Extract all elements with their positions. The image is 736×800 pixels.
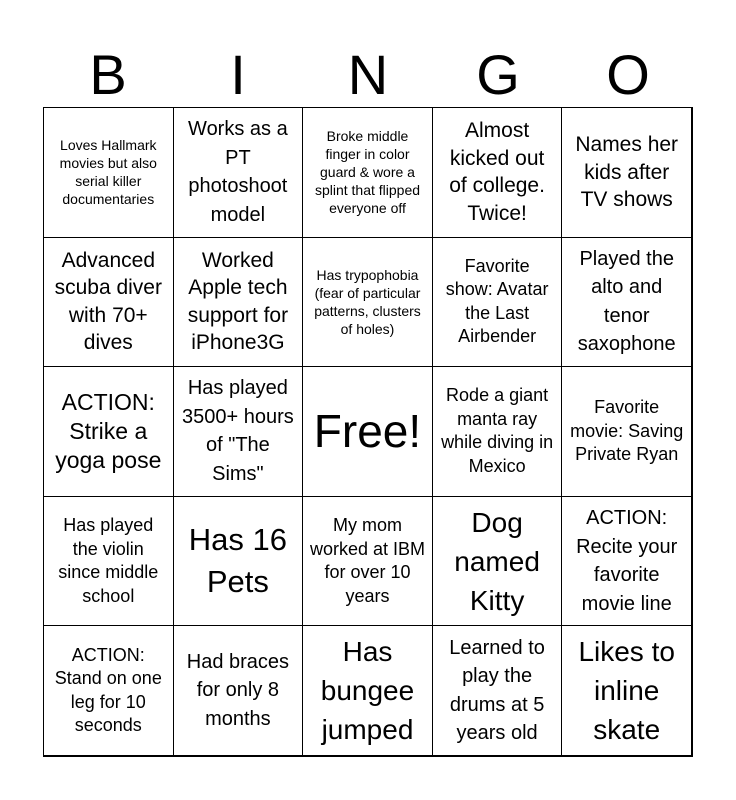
cell-text: Worked Apple tech support for iPhone3G — [187, 248, 289, 355]
bingo-cell[interactable] — [173, 496, 304, 627]
cell-text: ACTION: Strike a yoga pose — [55, 388, 162, 473]
cell-text: Favorite show: Avatar the Last Airbender — [445, 255, 549, 347]
cell-text: Likes to inline skate — [578, 636, 675, 746]
header-letter-n: N — [347, 43, 389, 106]
bingo-cell[interactable] — [43, 625, 174, 756]
bingo-cell[interactable] — [432, 496, 563, 627]
cell-text: Has played 3500+ hours of "The Sims" — [182, 377, 294, 485]
cell-text: Played the alto and tenor saxophone — [577, 247, 676, 356]
header-letter-g: G — [476, 43, 520, 106]
bingo-cell[interactable] — [561, 366, 692, 497]
cell-text: Names her kids after TV shows — [575, 133, 679, 212]
cell-text: Learned to play the drums at 5 years old — [449, 636, 545, 745]
bingo-cell[interactable] — [432, 237, 563, 368]
cell-text: ACTION: Stand on one leg for 10 seconds — [54, 644, 162, 736]
cell-text: Has 16 Pets — [188, 522, 287, 600]
bingo-cell[interactable] — [302, 107, 433, 238]
free-space[interactable] — [302, 366, 433, 497]
bingo-cell[interactable] — [43, 366, 174, 497]
cell-text: Broke middle finger in color guard & wore a splint that flipped everyone off — [314, 128, 421, 217]
free-space-label: Free! — [313, 405, 422, 458]
bingo-cell[interactable] — [432, 366, 563, 497]
bingo-cell[interactable] — [43, 237, 174, 368]
cell-text: ACTION: Recite your favorite movie line — [576, 507, 678, 615]
bingo-cell[interactable] — [432, 625, 563, 756]
header-letter-i: I — [230, 43, 246, 106]
cell-text: Has bungee jumped — [320, 636, 415, 746]
bingo-board — [43, 107, 693, 757]
cell-text: Dog named Kitty — [454, 506, 540, 616]
header-letter-b: B — [89, 43, 127, 106]
cell-text: Has played the violin since middle school — [58, 515, 159, 606]
cell-text: Almost kicked out of college. Twice! — [449, 119, 545, 225]
cell-text: Rode a giant manta ray while diving in Mexico — [441, 385, 554, 476]
bingo-cell[interactable] — [302, 496, 433, 627]
bingo-cell[interactable] — [173, 107, 304, 238]
bingo-cell[interactable] — [302, 237, 433, 368]
bingo-cell[interactable] — [561, 625, 692, 756]
bingo-cell[interactable] — [173, 625, 304, 756]
bingo-cell[interactable] — [43, 496, 174, 627]
bingo-cell[interactable] — [173, 237, 304, 368]
cell-text: Had braces for only 8 months — [186, 650, 290, 730]
cell-text: Loves Hallmark movies but also serial killer documentaries — [59, 137, 157, 208]
header-letter-o: O — [606, 43, 650, 106]
cell-text: Has trypophobia (fear of particular patterns, clusters of holes) — [314, 266, 421, 337]
bingo-cell[interactable] — [302, 625, 433, 756]
cell-text: Works as a PT photoshoot model — [188, 118, 288, 226]
bingo-cell[interactable] — [173, 366, 304, 497]
bingo-header — [43, 42, 693, 108]
bingo-cell[interactable] — [561, 496, 692, 627]
bingo-cell[interactable] — [561, 107, 692, 238]
cell-text: My mom worked at IBM for over 10 years — [309, 515, 426, 606]
cell-text: Favorite movie: Saving Private Ryan — [570, 397, 684, 465]
cell-text: Advanced scuba diver with 70+ dives — [54, 248, 162, 355]
bingo-cell[interactable] — [432, 107, 563, 238]
bingo-cell[interactable] — [561, 237, 692, 368]
bingo-cell[interactable] — [43, 107, 174, 238]
